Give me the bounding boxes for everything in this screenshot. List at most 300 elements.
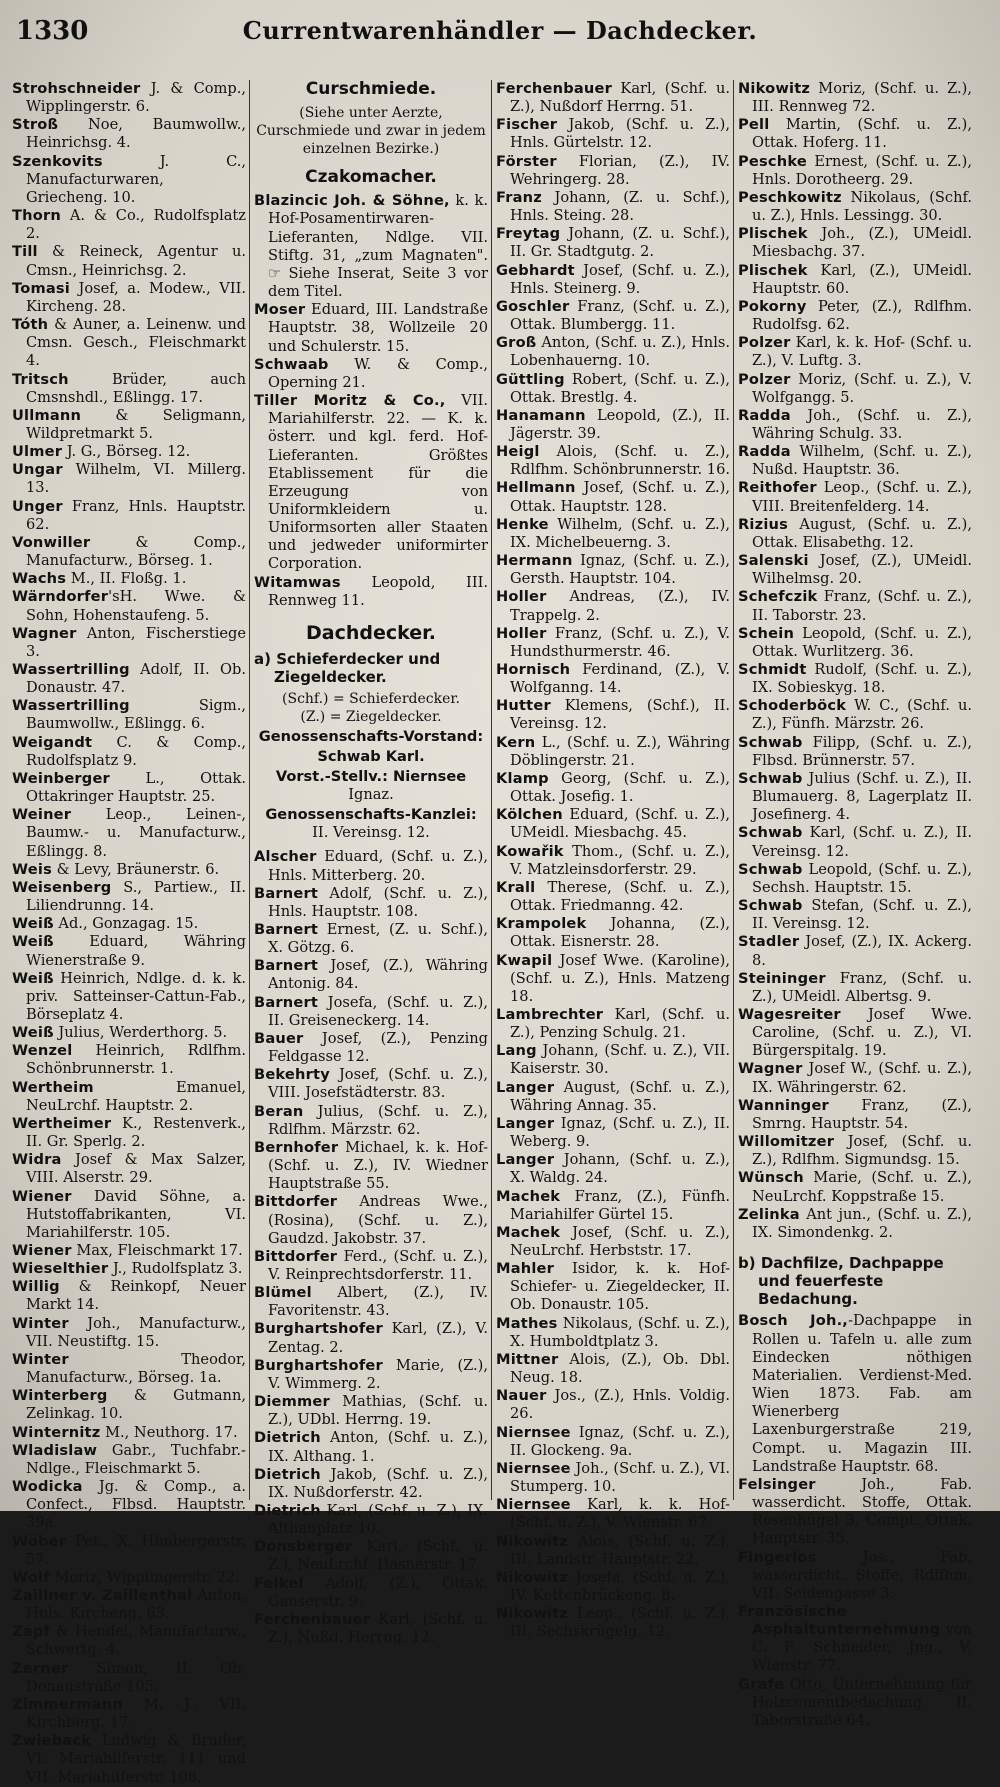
entry-details: Leop., Leinen-, Baumw.- u. Manufacturw., Eßlingg. 8. (26, 806, 246, 860)
entry-name: Mathes (496, 1314, 558, 1332)
entry-name: Barnert (254, 884, 319, 902)
subsection-heading-a: a) Schieferdecker und Ziegeldecker. (254, 650, 441, 687)
entry-details: Alois, (Z.), Ob. Dbl. Neug. 18. (510, 1350, 730, 1387)
entry-details: Stefan, (Schf. u. Z.), II. Vereinsg. 12. (752, 897, 972, 933)
entry-details: Leopold, (Z.), II. Jägerstr. 39. (510, 406, 730, 442)
office-label: Genossenschafts-Kanzlei: (265, 806, 477, 824)
directory-entry (738, 225, 972, 261)
entry-name: Till (12, 243, 38, 261)
entry-details: Noe, Baumwollw., Heinrichsg. 4. (26, 116, 246, 152)
entry-details: Wilhelm, VI. Millerg. 13. (26, 461, 246, 497)
entry-name: Holler (496, 624, 547, 642)
entry-name: Wiener (12, 1242, 72, 1259)
directory-entry (12, 207, 246, 243)
entry-details: Josef Wwe. Caroline, (Schf. u. Z.), VI. Bürgerspitalg. 19. (752, 1005, 972, 1060)
entry-name: Lang (496, 1042, 537, 1060)
directory-entry (12, 443, 246, 461)
entry-name: Tóth (12, 316, 49, 334)
entry-details: Leopold, (Schf. u. Z.), Sechsh. Hauptstr. 15. (752, 860, 972, 896)
directory-entry (12, 1042, 246, 1078)
directory-entry (12, 316, 246, 370)
entry-details: Ant jun., (Schf. u. Z.), IX. Simondenkg. 2. (752, 1205, 972, 1241)
directory-entry (738, 734, 972, 770)
entry-details: Karl, k. k. Hof- (Schf. u. Z.), V. Luftg. 3. (752, 334, 972, 370)
entry-name: Schwab (738, 897, 803, 915)
entry-details: L., Ottak. Ottakringer Hauptstr. 25. (26, 769, 246, 806)
entry-details: Nikolaus, (Schf. u. Z.), X. Humboldtplatz 3. (510, 1314, 730, 1350)
entry-name: Schoderböck (738, 697, 847, 715)
entry-details: VII. Mariahilferstr. 22. — K. k. österr. und kgl. ferd. Hof-Lieferanten. Größtes Etablissement für die Erzeugung von Uniformkleidern u. Uniformsorten aller Staaten und jedweder uniformirter Corporation. (268, 392, 488, 573)
entry-name: Weiß (12, 915, 54, 933)
entry-name: Kölchen (496, 806, 563, 824)
czakomacher-list (254, 192, 488, 610)
entry-name: Franz (496, 188, 542, 206)
entry-name: Langer (496, 1078, 555, 1096)
entry-name: Lambrechter (496, 1005, 604, 1023)
subsection-heading-b: b) Dachfilze, Dachpappe und feuerfeste Bedachung. (738, 1254, 944, 1309)
entry-name: Heigl (496, 443, 540, 461)
directory-entry (496, 1533, 730, 1569)
entry-details: Ad., Gonzagag. 15. (53, 915, 199, 933)
entry-details: Joh., Manufacturw., VII. Neustiftg. 15. (26, 1314, 246, 1350)
entry-details: M., II. Floßg. 1. (66, 570, 187, 588)
entry-details: S., Partiew., II. Liliendrunng. 14. (26, 878, 246, 915)
entry-name: Barnert (254, 993, 319, 1011)
entry-name: Peschkowitz (738, 188, 842, 206)
entry-details: Moriz, (Schf. u. Z.), V. Wolfgangg. 5. (752, 370, 972, 406)
directory-entry (496, 1006, 730, 1042)
entry-name: Moser (254, 301, 306, 319)
entry-name: Pell (738, 116, 770, 134)
entry-name: Bauer (254, 1029, 304, 1047)
directory-entry (496, 734, 730, 770)
entry-details: Emanuel, NeuLrchf. Hauptstr. 2. (26, 1078, 246, 1114)
entry-details: Nikolaus, (Schf. u. Z.), Hnls. Lessingg. 30. (752, 188, 972, 225)
entry-name: Wertheimer (12, 1114, 112, 1132)
entry-name: Mahler (496, 1260, 555, 1278)
entry-details: k. k. Hof-Posamentirwaren-Lieferanten, Ndlge. VII. Stiftg. 31, „zum Magnaten". ☞ Siehe Inserat, Seite 3 vor dem Titel. (268, 192, 488, 301)
directory-entry (254, 301, 488, 355)
directory-entry (496, 1424, 730, 1460)
entry-details: Isidor, k. k. Hof-Schiefer- u. Ziegeldecker, II. Ob. Donaustr. 105. (510, 1260, 730, 1314)
entry-name: Zapf (12, 1623, 51, 1641)
directory-entry (12, 861, 246, 879)
running-title: Currentwarenhändler — Dachdecker. (242, 16, 758, 45)
entry-details: Ernest, (Z. u. Schf.), X. Götzg. 6. (268, 921, 488, 957)
directory-entry (738, 298, 972, 334)
directory-entry (738, 661, 972, 697)
section-note: (Siehe unter Aerzte, Curschmiede und zwar in jedem einzelnen Bezirke.) (256, 105, 486, 158)
entry-name: Hutter (496, 697, 551, 715)
directory-entry (12, 1732, 246, 1786)
entry-name: Machek (496, 1223, 561, 1241)
entry-details: Moriz, (Schf. u. Z.), III. Rennweg 72. (752, 80, 972, 116)
directory-entry (496, 443, 730, 479)
section-heading-curschmiede: Curschmiede. (305, 79, 437, 99)
directory-entry (496, 479, 730, 515)
entry-details: Wilhelm, (Schf. u. Z.), Nußd. Hauptstr. 36. (752, 443, 972, 479)
entry-details: Karl, (Schf. u. Z.), IX. Althanplatz 10. (268, 1502, 488, 1538)
directory-entry (738, 189, 972, 225)
directory-entry (254, 1611, 488, 1647)
directory-entry (738, 371, 972, 407)
directory-entry (12, 1278, 246, 1314)
entry-name: Güttling (496, 370, 565, 388)
entry-details: Eduard, III. Landstraße Hauptstr. 38, Wollzeile 20 und Schulerstr. 15. (268, 301, 488, 355)
directory-entry (496, 407, 730, 443)
directory-entry (12, 1024, 246, 1042)
entry-details: Anton, (Schf. u. Z.), Hnls. Lobenhauerng. 10. (510, 334, 730, 370)
directory-entry (12, 1260, 246, 1278)
directory-entry (738, 1133, 972, 1169)
entry-name: Groß (496, 334, 537, 352)
deputy-name: Ignaz. (348, 786, 394, 804)
entry-details: Ferdinand, (Z.), V. Wolfganng. 14. (510, 661, 730, 697)
entry-details: Adolf, (Z.), Ottak. Ganserstr. 9. (268, 1574, 488, 1610)
directory-entry (12, 1242, 246, 1260)
entry-details: Moriz, Wipplingerstr. 22. (49, 1568, 240, 1586)
entry-name: Blazincic Joh. & Söhne, (254, 192, 450, 210)
entry-details: Simon, II. Ob. Donaustraße 105. (26, 1659, 246, 1695)
directory-entry (12, 1569, 246, 1587)
directory-entry (254, 1066, 488, 1102)
directory-entry (496, 588, 730, 624)
entry-details: & Reineck, Agentur u. Cmsn., Heinrichsg. 2. (26, 243, 246, 279)
entry-name: Wolf (12, 1568, 50, 1586)
entry-details: Thom., (Schf. u. Z.), V. Matzleinsdorferstr. 29. (510, 842, 730, 878)
directory-entry (254, 1538, 488, 1574)
directory-entry (12, 461, 246, 497)
entry-details: & Gutmann, Zelinkag. 10. (26, 1387, 246, 1423)
entry-details: Anton, (Schf. u. Z.), IX. Althang. 1. (268, 1429, 488, 1465)
entry-details: Anton, Fischerstiege 3. (26, 624, 246, 660)
column-3 (496, 80, 731, 1641)
entry-details: Otto, Unternehmung für Holzcementbedachung II. Taborstraße 64. (752, 1675, 972, 1729)
directory-entry (496, 153, 730, 189)
directory-entry (254, 356, 488, 392)
directory-entry (738, 552, 972, 588)
directory-entry (12, 770, 246, 806)
entry-name: Wagner (738, 1060, 803, 1078)
entry-name: Bittdorfer (254, 1247, 338, 1265)
entry-name: Nikowitz (496, 1605, 569, 1623)
entry-name: Goschler (496, 297, 570, 315)
column-4 (738, 80, 972, 1729)
entry-details: Johanna, (Z.), Ottak. Eisnerstr. 28. (510, 915, 730, 951)
directory-entry (738, 970, 972, 1006)
directory-entry (254, 1030, 488, 1066)
entry-name: Strohschneider (12, 80, 141, 97)
entry-details: Wilhelm, (Schf. u. Z.), IX. Michelbeuerng. 3. (510, 515, 730, 551)
entry-name: Krampolek (496, 915, 587, 933)
entry-details: Martin, (Schf. u. Z.), Ottak. Hoferg. 11. (752, 116, 972, 152)
directory-entry (12, 1587, 246, 1623)
entry-details: Josef Wwe. (Karoline), (Schf. u. Z.), Hnls. Matzeng 18. (510, 951, 730, 1005)
entry-details: Karl, (Schf. u. Z.), II. Vereinsg. 12. (752, 824, 972, 860)
entry-details: Peter, (Z.), Rdlfhm. Rudolfsg. 62. (752, 297, 972, 334)
entry-name: Weiß (12, 969, 54, 987)
entry-name: Polzer (738, 370, 791, 388)
entry-details: J. G., Börseg. 12. (62, 443, 191, 461)
directory-entry (496, 1260, 730, 1314)
entry-name: Ullmann (12, 406, 82, 424)
directory-entry (738, 897, 972, 933)
entry-name: Radda (738, 443, 791, 461)
entry-name: Hermann (496, 552, 573, 570)
entry-details: Anton, Hnls. Kircheng. 63. (26, 1586, 246, 1623)
entry-name: Unger (12, 497, 63, 515)
directory-entry (12, 970, 246, 1024)
entry-details: Florian, (Z.), IV. Wehringerg. 28. (510, 152, 730, 188)
entry-details: Leop., (Schf. u. Z.), III. Sechskrügelg. 12. (510, 1605, 730, 1641)
entry-details: Ludwig & Bruder, VI. Mariahilferstr. 111 und VII. Mariahilferstr. 108. (26, 1732, 246, 1786)
section-heading-dachdecker: Dachdecker. (305, 621, 437, 644)
entry-name: Wöber (12, 1532, 67, 1550)
entry-name: Reithofer (738, 479, 817, 497)
entry-name: Schwab (738, 769, 803, 787)
entry-details: August, (Schf. u. Z.), Währing Annag. 35. (510, 1078, 730, 1114)
column-rule (249, 80, 250, 1500)
directory-entry (12, 243, 246, 279)
entry-details: Josef, (Schf. u. Z.), Hnls. Steinerg. 9. (510, 261, 730, 297)
entry-name: Ferchenbauer (254, 1610, 370, 1628)
entry-details: Franz, (Z.), Smrng. Hauptstr. 54. (752, 1096, 972, 1132)
entry-details: Filipp, (Schf. u. Z.), Flbsd. Brünnerstr. 57. (752, 733, 972, 769)
entry-details: Ignaz, (Schf. u. Z.), II. Weberg. 9. (510, 1114, 730, 1151)
directory-entry (738, 1603, 972, 1676)
entry-name: Dietrich (254, 1429, 321, 1447)
directory-entry (496, 1460, 730, 1496)
entry-name: Ulmer (12, 443, 63, 461)
entry-name: Wladislaw (12, 1441, 98, 1459)
page-header (12, 14, 988, 58)
entry-details: Karl, (Schf. u. Z.), NeuLrchf. Hasnerstr. 17. (268, 1538, 488, 1574)
directory-entry (12, 1623, 246, 1659)
entry-name: Niernsee (496, 1496, 571, 1514)
entry-name: Wiener (12, 1187, 72, 1205)
directory-entry (12, 697, 246, 733)
directory-entry (496, 661, 730, 697)
entry-details: 'sH. Wwe. & Sohn, Hohenstaufeng. 5. (26, 588, 246, 624)
entry-details: Joh., (Schf. u. Z.), VI. Stumperg. 10. (510, 1459, 730, 1496)
entry-name: Schwab (738, 824, 803, 842)
entry-name: Felkel (254, 1574, 304, 1592)
entry-details: Karl, (Z.), UMeidl. Hauptstr. 60. (752, 261, 972, 297)
directory-entry (496, 952, 730, 1006)
entry-name: Donsberger (254, 1538, 353, 1556)
entry-details: Jos., (Z.), Hnls. Voldig. 26. (510, 1387, 730, 1423)
directory-entry (496, 1496, 730, 1532)
entry-details: Adolf, (Schf. u. Z.), Hnls. Hauptstr. 108. (268, 884, 488, 920)
directory-entry (254, 957, 488, 993)
directory-entry (12, 534, 246, 570)
directory-entry (254, 921, 488, 957)
entry-details: Adolf, II. Ob. Donaustr. 47. (26, 661, 246, 697)
entry-details: Jakob, (Schf. u. Z.), Hnls. Gürtelstr. 12. (510, 116, 730, 152)
entry-name: Tomasi (12, 279, 70, 297)
entry-name: Nikowitz (496, 1568, 569, 1586)
entry-name: Bosch Joh., (738, 1312, 849, 1330)
entry-details: J. C., Manufacturwaren, Griecheng. 10. (26, 152, 246, 206)
entry-name: Tritsch (12, 370, 69, 388)
directory-entry (738, 1476, 972, 1549)
directory-entry (12, 1151, 246, 1187)
entry-name: Wassertrilling (12, 661, 130, 678)
directory-entry (12, 734, 246, 770)
directory-entry (254, 1429, 488, 1465)
entry-details: Karl, (Schf. u. Z.), Nußdorf Herrng. 51. (510, 80, 730, 116)
directory-entry (254, 1393, 488, 1429)
directory-entry (738, 1169, 972, 1205)
directory-entry (496, 1315, 730, 1351)
directory-entry (738, 861, 972, 897)
entry-name: Französische Asphaltunternehmung (738, 1602, 941, 1639)
directory-entry (254, 1502, 488, 1538)
directory-entry (12, 1424, 246, 1442)
entry-name: Winter (12, 1350, 69, 1368)
directory-entry (254, 1357, 488, 1393)
entry-details: Leopold, (Schf. u. Z.), Ottak. Wurlitzerg. 36. (752, 624, 972, 660)
entry-details: Joh., Fab. wasserdicht. Stoffe, Ottak. Rosenhügel 3, Compt. Ottak. Hauptstr. 35. (752, 1475, 972, 1548)
entry-name: Blümel (254, 1284, 312, 1302)
directory-entry (496, 1605, 730, 1641)
entry-name: Hornisch (496, 661, 571, 678)
dachdecker-list (254, 848, 488, 1647)
entry-name: Plischek (738, 225, 808, 243)
entry-name: Hanamann (496, 406, 586, 424)
entry-name: Schwab (738, 860, 803, 878)
directory-entry (496, 516, 730, 552)
directory-entry (738, 262, 972, 298)
entry-name: Niernsee (496, 1423, 571, 1441)
entry-details: A. & Co., Rudolfsplatz 2. (26, 207, 246, 243)
directory-entry (738, 1549, 972, 1603)
directory-entry (12, 1533, 246, 1569)
directory-entry (254, 1193, 488, 1247)
entry-name: Bernhofer (254, 1138, 339, 1156)
directory-entry (12, 1079, 246, 1115)
entry-name: Zimmermann (12, 1695, 123, 1713)
entry-details: Leopold, III. Rennweg 11. (268, 573, 488, 609)
entry-name: Ungar (12, 461, 63, 479)
entry-name: Nikowitz (496, 1532, 569, 1550)
entry-name: Plischek (738, 261, 808, 279)
entry-details: & Seligmann, Wildpretmarkt 5. (26, 406, 246, 442)
entry-name: Salenski (738, 552, 809, 570)
entry-name: Hellmann (496, 479, 576, 497)
directory-entry (496, 80, 730, 116)
entry-details: Josef, (Z.), UMeidl. Wilhelmsg. 20. (752, 552, 972, 588)
entry-details: & Comp., Manufacturw., Börseg. 1. (26, 533, 246, 570)
entry-details: Heinrich, Rdlfhm. Schönbrunnerstr. 1. (26, 1042, 246, 1078)
entry-name: Schwaab (254, 355, 329, 373)
entry-name: Schefczik (738, 588, 818, 606)
entry-details: Ferd., (Schf. u. Z.), V. Reinprechtsdorferstr. 11. (268, 1247, 488, 1283)
entry-name: Freytag (496, 225, 561, 243)
directory-entry (496, 371, 730, 407)
directory-entry (738, 479, 972, 515)
directory-entry (496, 1351, 730, 1387)
entry-details: Albert, (Z.), IV. Favoritenstr. 43. (268, 1284, 488, 1320)
entry-details: Josefa, (Schf. u. Z.), II. Greiseneckerg. 14. (268, 993, 488, 1029)
board-name: Schwab Karl. (317, 748, 425, 766)
directory-entry (738, 824, 972, 860)
entry-name: Pokorny (738, 297, 807, 315)
directory-entry (254, 1320, 488, 1356)
entry-name: Stadler (738, 933, 800, 951)
entry-details: M. J., VII. Kirchberg. 17. (26, 1695, 246, 1732)
entry-name: Kern (496, 733, 536, 751)
entry-details: Julius, (Schf. u. Z.), Rdlfhm. Märzstr. 62. (268, 1102, 488, 1138)
dachpappe-list (738, 1312, 972, 1730)
section-heading-czakomacher: Czakomacher. (305, 167, 437, 188)
directory-entry (12, 1387, 246, 1423)
entry-name: Fingerlos (738, 1548, 817, 1566)
entry-details: Julius, Werderthorg. 5. (53, 1024, 228, 1042)
directory-entry (12, 371, 246, 407)
entry-name: Burghartshofer (254, 1320, 383, 1338)
entry-details: Franz, (Schf. u. Z.), Ottak. Blumbergg. 11. (510, 297, 730, 334)
entry-details: Marie, (Z.), V. Wimmerg. 2. (268, 1356, 488, 1392)
entry-details: Josef, a. Modew., VII. Kircheng. 28. (26, 279, 246, 315)
entry-name: Weisenberg (12, 878, 112, 896)
entry-name: Willig (12, 1278, 60, 1296)
directory-entry (254, 392, 488, 574)
entry-details: Julius (Schf. u. Z.), II. Blumauerg. 8, Lagerplatz II. Josefinerg. 4. (752, 769, 972, 824)
entry-details: & Auner, a. Leinenw. und Cmsn. Gesch., Fleischmarkt 4. (26, 316, 246, 370)
directory-entry (12, 1351, 246, 1387)
directory-entry (254, 1248, 488, 1284)
board-label: Genossenschafts-Vorstand: (258, 728, 484, 746)
directory-entry (254, 192, 488, 301)
entry-name: Wärndorfer (12, 588, 109, 606)
entry-name: Felsinger (738, 1475, 816, 1493)
entry-name: Weiß (12, 1024, 54, 1042)
entry-details: Karl, (Schf. u. Z.), Penzing Schulg. 21. (510, 1005, 730, 1042)
directory-entry (496, 625, 730, 661)
directory-entry (254, 1284, 488, 1320)
entry-name: Wagesreiter (738, 1005, 841, 1023)
entry-name: Zelinka (738, 1205, 800, 1223)
entry-details: Johann, (Z. u. Schf.), II. Gr. Stadtgutg. 2. (510, 225, 730, 261)
directory-entry (496, 697, 730, 733)
entry-details: Leop., (Schf. u. Z.), VIII. Breitenfelderg. 14. (752, 479, 972, 515)
entry-details: Joh., (Z.), UMeidl. Miesbachg. 37. (752, 225, 972, 261)
entry-name: Kwapil (496, 951, 553, 969)
entry-details: & Hendel, Manufacturw., Schwertg. 4. (26, 1623, 246, 1659)
directory-entry (496, 879, 730, 915)
entry-name: Thorn (12, 207, 61, 225)
entry-name: Dietrich (254, 1465, 321, 1483)
entry-details: -Dachpappe in Rollen u. Tafeln u. alle zum Eindecken nöthigen Materialien. Verdienst-Med. Wien 1873. Fab. am Wienerberg Laxenburgerstraße 219, Compt. u. Magazin III. Landstraße Hauptstr. 68. (752, 1312, 972, 1475)
entry-details: Karl, (Z.), V. Zentag. 2. (268, 1320, 488, 1356)
entry-details: Heinrich, Ndlge. d. k. k. priv. Satteinser-Cattun-Fab., Börseplatz 4. (26, 969, 246, 1023)
entry-details: Max, Fleischmarkt 17. (71, 1242, 243, 1259)
entry-details: Josef, (Z.), Penzing Feldgasse 12. (268, 1029, 488, 1066)
directory-entry (254, 994, 488, 1030)
entry-name: Dietrich (254, 1502, 321, 1519)
directory-entry (738, 1206, 972, 1242)
dachdecker-list-continued (738, 80, 972, 1242)
entry-details: Josef, (Schf. u. Z.), VIII. Josefstädterstr. 83. (268, 1066, 488, 1102)
entry-details: Sigm., Baumwollw., Eßlingg. 6. (26, 697, 246, 733)
entry-name: Langer (496, 1114, 555, 1132)
entry-details: Eduard, Währing Wienerstraße 9. (26, 933, 246, 969)
directory-entry (738, 1676, 972, 1730)
entry-details: Jg. & Comp., a. Confect., Flbsd. Hauptstr. 39a. (26, 1478, 246, 1532)
directory-entry (738, 334, 972, 370)
entry-name: Alscher (254, 848, 317, 866)
